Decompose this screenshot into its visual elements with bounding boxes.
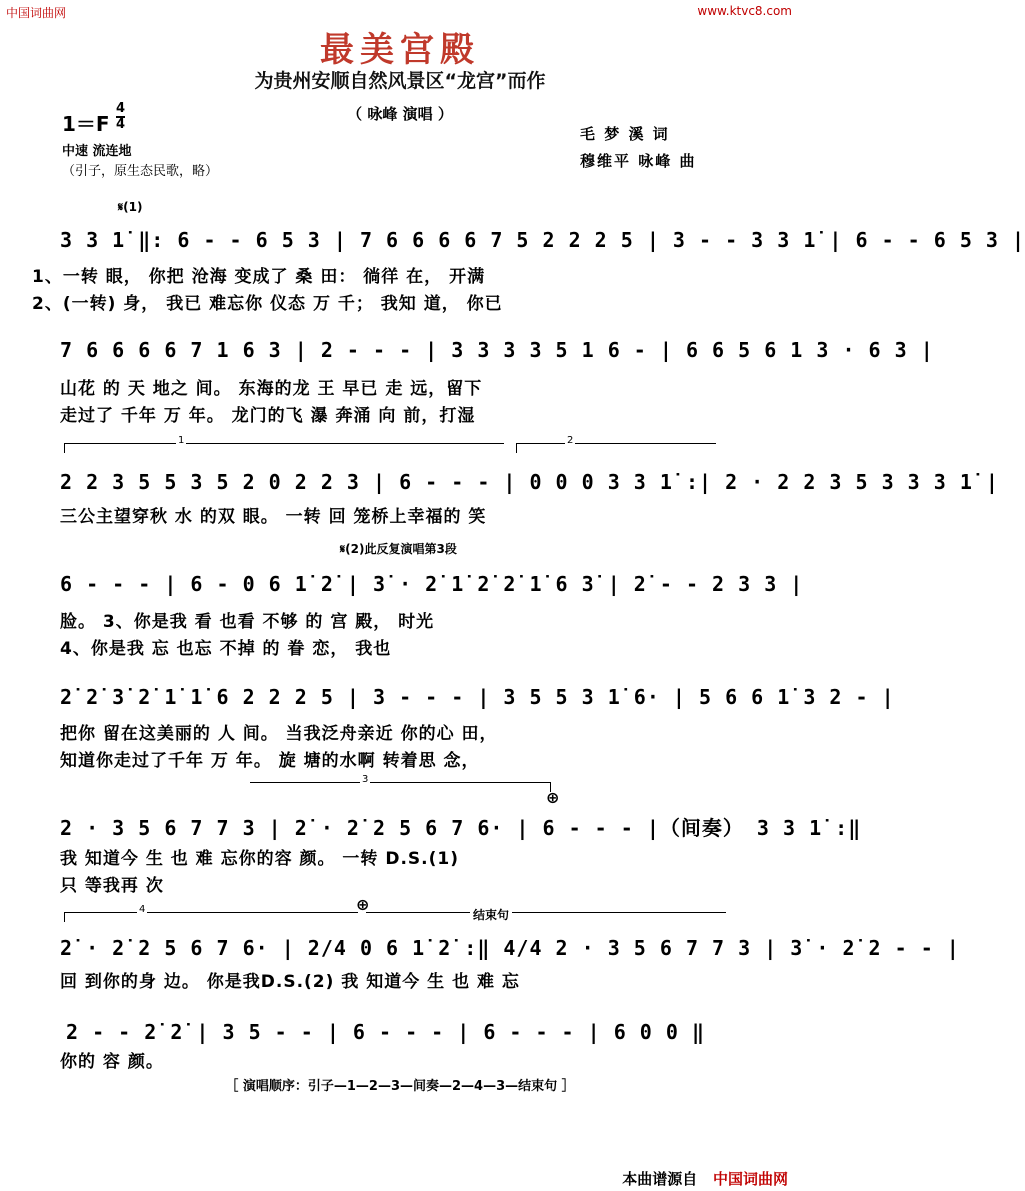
song-subtitle: 为贵州安顺自然风景区“龙宫”而作 bbox=[254, 70, 546, 92]
composer: 穆维平 咏峰 曲 bbox=[580, 152, 697, 170]
lyric-line-2a: 山花 的 天 地之 间。 东海的龙 王 早已 走 远，留下 bbox=[60, 379, 483, 399]
performance-order: ［ 演唱顺序：引子—1—2—3—间奏—2—4—3—结束句 ］ bbox=[225, 1079, 575, 1094]
volta-3-number: 3 bbox=[362, 774, 369, 785]
notation-line-4: 6 - - - | 6 - 0 6 1̇ 2̇ | 3̇ · 2̇ 1̇ 2̇ 2̇ 1̇ 6 3̇ | 2̇ - - 2 3 3 | bbox=[60, 572, 804, 596]
lyric-line-3: 三公主望穿秋 水 的双 眼。 一转 回 笼桥上幸福的 笑 bbox=[60, 507, 487, 527]
lyricist: 毛 梦 溪 词 bbox=[580, 125, 670, 143]
coda-symbol-2: ⊕ bbox=[356, 895, 370, 914]
key-signature: 1＝F bbox=[62, 112, 110, 136]
coda-symbol-1: ⊕ bbox=[546, 788, 560, 807]
watermark-right: www.ktvc8.com bbox=[697, 4, 792, 18]
lyric-line-6b: 只 等我再 次 bbox=[60, 876, 164, 896]
volta-4-start bbox=[64, 912, 65, 922]
lyric-line-4a: 脸。 3、你是我 看 也看 不够 的 宫 殿， 时光 bbox=[60, 612, 435, 632]
notation-line-2: 7 6 6 6 6 7 1 6 3 | 2 - - - | 3 3 3 3 5 1 6 - | 6 6 5 6 1 3 · 6 3 | bbox=[60, 338, 934, 362]
notation-line-5: 2̇ 2̇ 3̇ 2̇ 1̇ 1̇ 6 2 2 2 5 | 3 - - - | 3 5 5 3 1̇ 6· | 5 6 6 1̇ 3 2 - | bbox=[60, 685, 895, 709]
volta-3-line bbox=[250, 782, 550, 783]
volta-4-number: 4 bbox=[139, 904, 146, 915]
volta-4-line bbox=[64, 912, 358, 913]
performer: （ 咏峰 演唱 ） bbox=[347, 105, 453, 123]
volta-2-start bbox=[516, 443, 517, 453]
lyric-line-1a: 1、一转 眼， 你把 沧海 变成了 桑 田： 徜徉 在， 开满 bbox=[32, 267, 486, 287]
lyric-line-8: 你的 容 颜。 bbox=[60, 1052, 164, 1072]
lyric-line-2b: 走过了 千年 万 年。 龙门的飞 瀑 奔涌 向 前，打湿 bbox=[60, 406, 476, 426]
lyric-line-5b: 知道你走过了千年 万 年。 旋 塘的水啊 转着思 念， bbox=[60, 751, 480, 771]
lyric-line-5a: 把你 留在这美丽的 人 间。 当我泛舟亲近 你的心 田， bbox=[60, 724, 498, 744]
coda-line bbox=[366, 912, 726, 913]
tempo-marking: 中速 流连地 bbox=[62, 144, 132, 159]
volta-2-number: 2 bbox=[567, 435, 574, 446]
volta-1-start bbox=[64, 443, 65, 453]
volta-2-line bbox=[516, 443, 716, 444]
lyric-line-7: 回 到你的身 边。 你是我D.S.(2) 我 知道今 生 也 难 忘 bbox=[60, 972, 520, 992]
notation-line-6: 2 · 3 5 6 7 7 3 | 2̇ · 2̇ 2 5 6 7 6· | 6 - - - |（间奏） 3 3 1̇ :‖ bbox=[60, 816, 862, 840]
volta-1-number: 1 bbox=[178, 435, 185, 446]
footer-site-link[interactable]: 中国词曲网 bbox=[712, 1170, 788, 1188]
intro-note: （引子，原生态民歌，略） bbox=[62, 164, 219, 179]
coda-label: 结束句 bbox=[470, 906, 512, 923]
notation-line-3: 2 2 3 5 5 3 5 2 0 2 2 3 | 6 - - - | 0 0 0 3 3 1̇ :| 2 · 2 2 3 5 3 3 3 1̇ | bbox=[60, 470, 999, 494]
notation-line-7: 2̇ · 2̇ 2 5 6 7 6· | 2/4 0 6 1̇ 2̇ :‖ 4/4 2 · 3 5 6 7 7 3 | 3̇ · 2̇ 2 - - | bbox=[60, 936, 960, 960]
footer-prefix: 本曲谱源自 bbox=[622, 1170, 698, 1188]
song-title: 最美宫殿 bbox=[320, 30, 480, 70]
notation-line-8: 2 - - 2̇ 2̇ | 3 5 - - | 6 - - - | 6 - - - | 6 0 0 ‖ bbox=[66, 1020, 706, 1044]
segno-1: 𝄋(1) bbox=[118, 200, 143, 214]
notation-line-1: 3 3 1̇ ‖: 6 - - 6 5 3 | 7 6 6 6 6 7 5 2 2 2 5 | 3 - - 3 3 1̇ | 6 - - 6 5 3 | bbox=[60, 228, 1025, 252]
source-footer bbox=[622, 1168, 788, 1189]
lyric-line-1b: 2、(一转) 身， 我已 难忘你 仪态 万 千； 我知 道， 你已 bbox=[32, 294, 503, 314]
segno-2: 𝄋(2)此反复演唱第3段 bbox=[340, 542, 457, 556]
time-signature: $\frac{4}{4}$ bbox=[116, 101, 126, 132]
lyric-line-4b: 4、你是我 忘 也忘 不掉 的 眷 恋， 我也 bbox=[60, 639, 392, 659]
lyric-line-6a: 我 知道今 生 也 难 忘你的容 颜。 一转 D.S.(1) bbox=[60, 849, 459, 869]
volta-1-line bbox=[64, 443, 504, 444]
watermark-left: 中国词曲网 bbox=[6, 6, 67, 20]
